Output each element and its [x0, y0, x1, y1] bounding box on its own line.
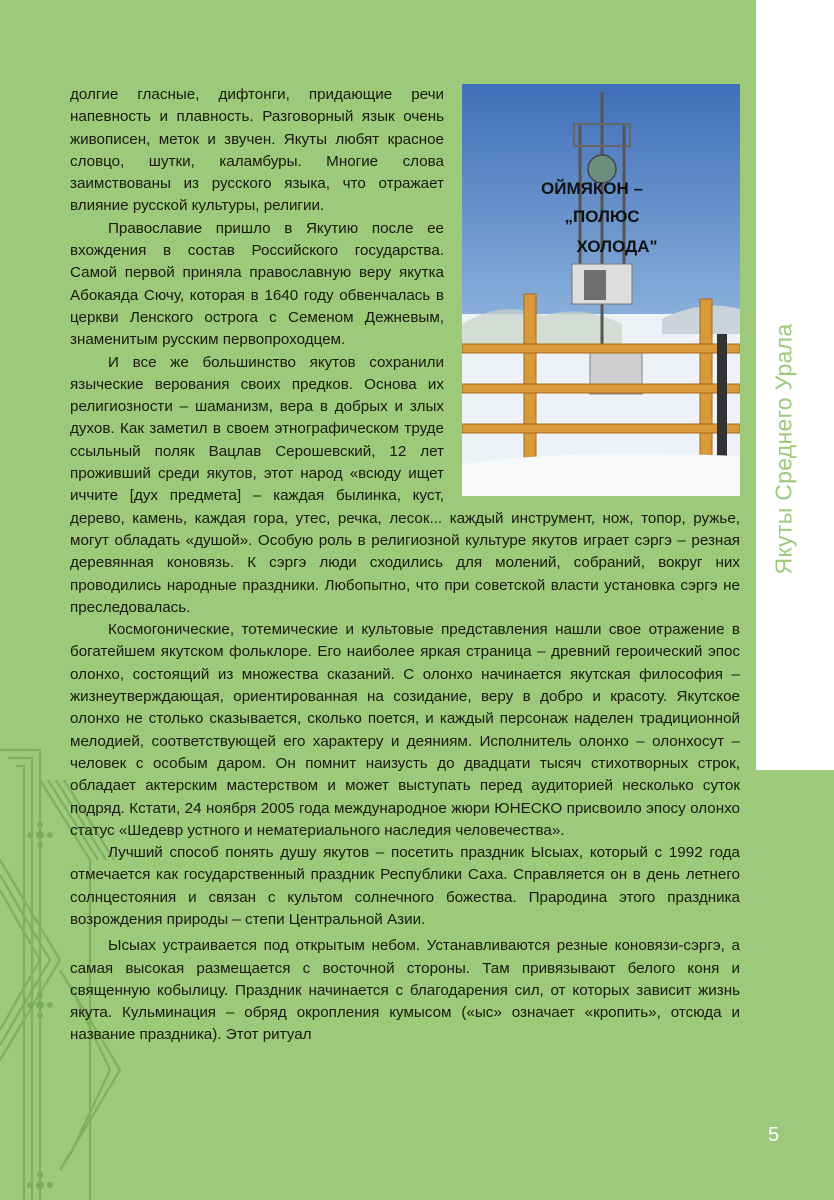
paragraph-3: И все же большинство якутов сохранили языческие верования своих предков. Основа их религиозности – шаманизм, вера в добрых и злых духов. Как заметил в своем этнографическом труде ссыльный поляк Вацлав Серошевский, 12 лет проживший среди якутов, этот народ «всюду ищет иччите [дух предмета] – каждая былинка, куст, дерево, камень, каждая гора, утес, речка, лесок... каждый инструмент, нож, топор, ружье, могут обладать «душой». Особую роль в религиозной культуре якутов играет сэргэ – резная деревянная коновязь. К сэргэ люди сходились для молений, собраний, вокруг них проводились народные праздники. Любопытно, что при советской власти установка сэргэ не преследовалась.	[70, 353, 740, 616]
page-number: 5	[768, 1124, 780, 1146]
body-text	[70, 84, 740, 1047]
photo-oymyakon-sign	[462, 84, 740, 496]
paragraph-6: Ысыах устраивается под открытым небом. Устанавливаются резные коновязи-сэргэ, а самая высокая размещается с восточной стороны. Там привязывают белого коня и священную кобылицу. Праздник начинается с благодарения сил, от которых зависит жизнь якута. Кульминация – обряд окропления кумысом («ыс» означает «кропить», отсюда и название праздника). Этот ритуал	[70, 937, 740, 1044]
sign-line-3: ХОЛОДА"	[576, 237, 658, 256]
vertical-title: Якуты Среднего Урала	[770, 323, 797, 575]
sign-line-2: „ПОЛЮС	[564, 207, 640, 226]
photo-illustration	[462, 84, 740, 496]
paragraph-5: Лучший способ понять душу якутов – посетить праздник Ысыах, который с 1992 года отмечается как государственный праздник Республики Саха. Справляется он в день летнего солнцестояния и связан с культом солнечного божества. Прародина этого праздника возрождения природы – степи Центральной Азии.	[70, 844, 740, 928]
vertical-title-box	[766, 318, 802, 580]
sign-line-1: ОЙМЯКОН –	[541, 179, 643, 198]
sidebar	[756, 0, 834, 1200]
paragraph-2: Православие пришло в Якутию после ее вхождения в состав Российского государства. Самой первой приняла православную веру якутка Абокаяда Сючу, которая в 1640 году обвенчалась в церкви Ленского острога с Семеном Дежневым, знаменитым русским первопроходцем.	[70, 219, 444, 349]
paragraph-1: долгие гласные, дифтонги, придающие речи напевность и плавность. Разговорный язык очень живописен, меток и звучен. Якуты любят красное словцо, шутки, каламбуры. Многие слова заимствованы из русского языка, что отражает влияние русской культуры, религии.	[70, 86, 444, 215]
paragraph-4: Космогонические, тотемические и культовые представления нашли свое отражение в богатейшем якутском фольклоре. Его наиболее яркая страница – древний героический эпос олонхо, состоящий из множества сказаний. С олонхо начинается якутская философия – жизнеутверждающая, ориентированная на созидание, веру в добро и красоту. Якутское олонхо не столько сказывается, сколько поется, и каждый персонаж наделен традиционной мелодией, соответствующей его характеру и деяниям. Исполнитель олонхо – олонхосут – человек с особым даром. Он помнит наизусть до двадцати тысяч стихотворных строк, обладает актерским мастерством и может выступать перед аудиторией несколько суток подряд. Кстати, 24 ноября 2005 года международное жюри ЮНЕСКО присвоило эпосу олонхо статус «Шедевр устного и нематериального наследия человечества».	[70, 621, 740, 839]
